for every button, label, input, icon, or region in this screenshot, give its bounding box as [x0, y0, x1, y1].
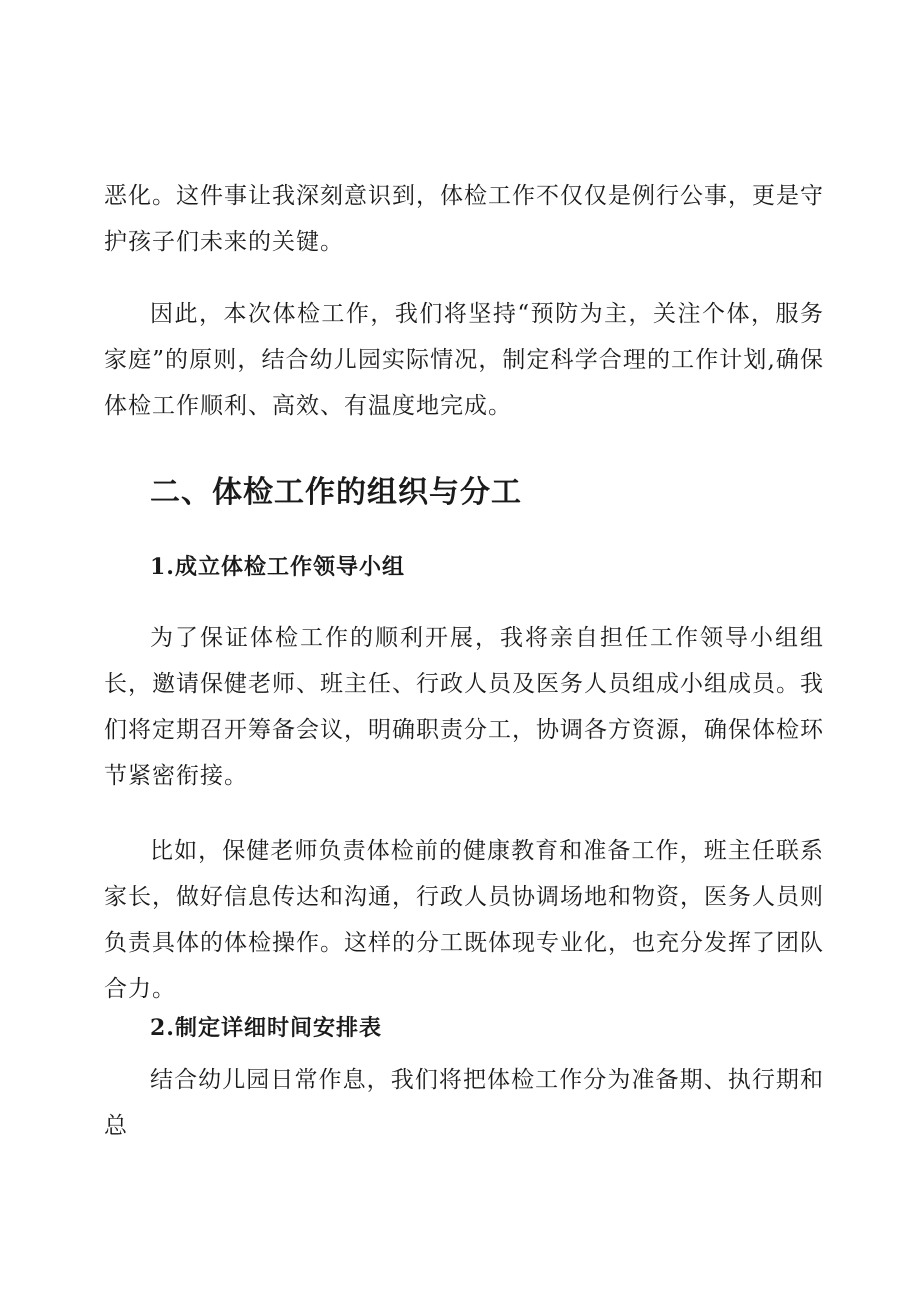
paragraph-leadership-group: 为了保证体检工作的顺利开展，我将亲自担任工作领导小组组长，邀请保健老师、班主任、行政人员及医务人员组成小组成员。我们将定期召开筹备会议，明确职责分工，协调各方资源，确保体检环节紧密衔接。 — [104, 625, 824, 789]
paragraph-schedule: 结合幼儿园日常作息，我们将把体检工作分为准备期、执行期和总 — [104, 1067, 824, 1139]
subsection-heading-leadership-group: 1.成立体检工作领导小组 — [150, 554, 405, 580]
section-heading-organization: 二、体检工作的组织与分工 — [150, 475, 522, 510]
subsection-heading-schedule: 2.制定详细时间安排表 — [150, 1015, 382, 1041]
paragraph-continuation: 恶化。这件事让我深刻意识到，体检工作不仅仅是例行公事，更是守护孩子们未来的关键。 — [104, 183, 824, 255]
paragraph-division-of-labor: 比如，保健老师负责体检前的健康教育和准备工作，班主任联系家长，做好信息传达和沟通，行政人员协调场地和物资，医务人员则负责具体的体检操作。这样的分工既体现专业化，也充分发挥了团队合力。 — [104, 838, 824, 1002]
paragraph-principle: 因此，本次体检工作，我们将坚持“预防为主，关注个体，服务家庭”的原则，结合幼儿园实际情况，制定科学合理的工作计划,确保体检工作顺利、高效、有温度地完成。 — [104, 301, 824, 419]
